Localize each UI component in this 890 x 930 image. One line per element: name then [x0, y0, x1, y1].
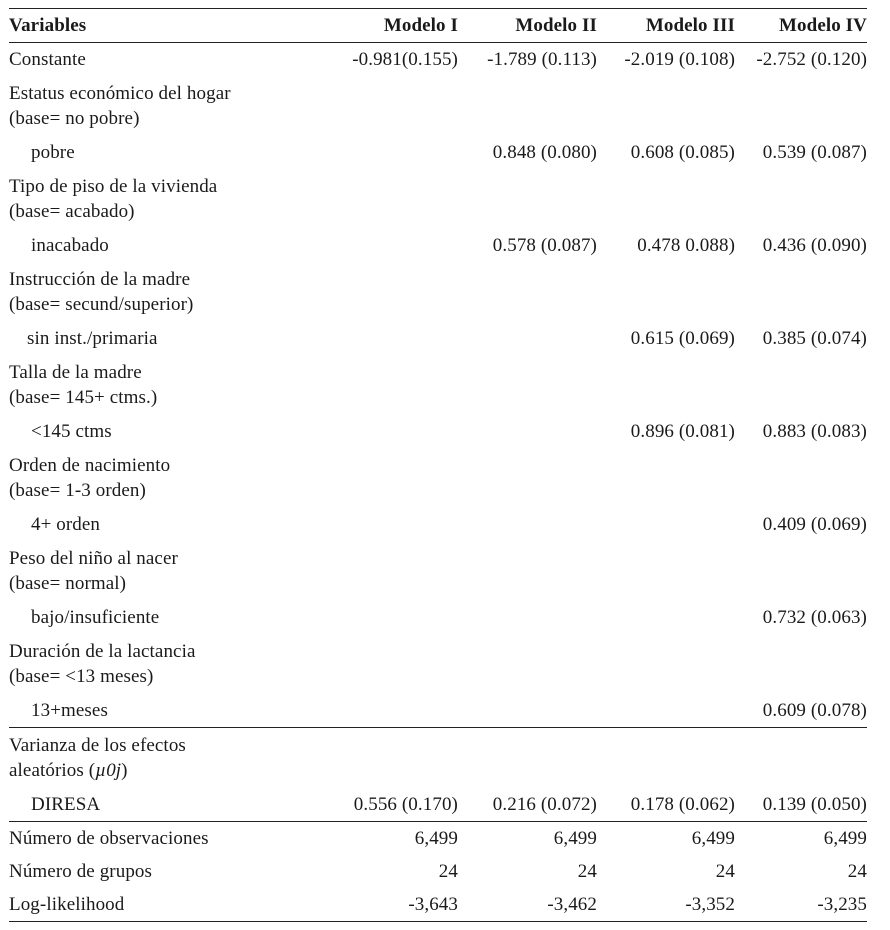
header-modelo-3: Modelo III — [597, 9, 735, 43]
cell-value: 0.578 (0.087) — [492, 235, 597, 256]
cell-value: -1.789 (0.113) — [487, 49, 597, 70]
heading-suffix: ) — [121, 760, 128, 781]
group-heading-line1: Peso del niño al nacer — [9, 548, 178, 569]
row-label: 4+ orden — [31, 514, 101, 535]
cell-value: 24 — [847, 860, 867, 882]
table-row — [9, 415, 867, 448]
group-heading-line2: (base= secund/superior) — [9, 294, 194, 315]
table-row — [9, 508, 867, 541]
group-heading-line1: Instrucción de la madre — [9, 269, 191, 290]
cell-value — [597, 694, 735, 728]
group-heading-line2 — [9, 758, 867, 783]
table-row-group-heading — [9, 541, 867, 601]
row-label: <145 ctms — [31, 421, 112, 442]
table-row-log-likelihood — [9, 888, 867, 922]
cell-value: 0.848 (0.080) — [492, 142, 597, 163]
cell-value — [321, 601, 458, 634]
row-label: Log-likelihood — [9, 888, 321, 922]
group-heading — [9, 355, 867, 415]
cell-value: 24 — [715, 860, 735, 882]
group-heading — [9, 728, 867, 788]
row-label: pobre — [31, 142, 75, 163]
header-modelo-2: Modelo II — [458, 9, 597, 43]
table-row-group-heading — [9, 76, 867, 136]
group-heading-line1: Talla de la madre — [9, 362, 142, 383]
cell-value: -3,643 — [321, 888, 458, 922]
mu-symbol: µ0j — [95, 760, 122, 781]
group-heading-line2: (base= 1-3 orden) — [9, 480, 146, 501]
group-heading-line2: (base= acabado) — [9, 201, 135, 222]
cell-value: 0.608 (0.085) — [630, 142, 735, 163]
group-heading-line1: Estatus económico del hogar — [9, 83, 231, 104]
table-row-group-heading — [9, 169, 867, 229]
row-label: inacabado — [31, 235, 109, 256]
header-variables: Variables — [9, 9, 321, 43]
regression-table — [9, 8, 867, 922]
cell-value: -0.981(0.155) — [352, 49, 458, 70]
cell-value — [321, 136, 458, 169]
group-heading-line1: Varianza de los efectos — [9, 735, 186, 756]
cell-value — [321, 229, 458, 262]
group-heading-line2: (base= normal) — [9, 573, 127, 594]
cell-value: 0.178 (0.062) — [630, 793, 735, 815]
cell-value — [458, 415, 597, 448]
cell-value: 0.478 0.088) — [637, 235, 735, 256]
row-label: DIRESA — [31, 793, 101, 815]
table-row-random-effects-heading — [9, 728, 867, 788]
table-row-diresa — [9, 788, 867, 822]
table-row — [9, 229, 867, 262]
cell-value: 6,499 — [321, 821, 458, 855]
cell-value: 24 — [438, 860, 458, 882]
table-row-group-heading — [9, 634, 867, 694]
cell-value: 0.556 (0.170) — [353, 793, 458, 815]
header-row — [9, 9, 867, 43]
cell-value: -2.752 (0.120) — [756, 49, 867, 70]
group-heading — [9, 76, 867, 136]
cell-value — [321, 415, 458, 448]
cell-value: 0.139 (0.050) — [762, 793, 867, 815]
cell-value: -3,352 — [597, 888, 735, 922]
cell-value: 0.732 (0.063) — [762, 607, 867, 628]
group-heading-line1: Duración de la lactancia — [9, 641, 196, 662]
group-heading-line1: Tipo de piso de la vivienda — [9, 176, 218, 197]
cell-value — [321, 322, 458, 355]
cell-value — [458, 601, 597, 634]
cell-value — [458, 694, 597, 728]
cell-value: 0.385 (0.074) — [762, 328, 867, 349]
cell-value: 0.883 (0.083) — [762, 421, 867, 442]
group-heading — [9, 262, 867, 322]
cell-value — [458, 322, 597, 355]
table-row — [9, 322, 867, 355]
cell-value: 0.436 (0.090) — [762, 235, 867, 256]
row-label: Número de observaciones — [9, 821, 321, 855]
group-heading — [9, 541, 867, 601]
header-modelo-1: Modelo I — [321, 9, 458, 43]
cell-value: 0.539 (0.087) — [762, 142, 867, 163]
cell-value — [458, 508, 597, 541]
group-heading — [9, 634, 867, 694]
header-modelo-4: Modelo IV — [735, 9, 867, 43]
group-heading-line1: Orden de nacimiento — [9, 455, 171, 476]
cell-value: -2.019 (0.108) — [624, 49, 735, 70]
group-heading-line2: (base= no pobre) — [9, 108, 140, 129]
cell-value: 0.409 (0.069) — [762, 514, 867, 535]
cell-value: 0.896 (0.081) — [630, 421, 735, 442]
table-row — [9, 136, 867, 169]
table-row-grupos — [9, 855, 867, 888]
row-label: sin inst./primaria — [27, 328, 158, 349]
group-heading-line2: (base= 145+ ctms.) — [9, 387, 158, 408]
cell-value: 24 — [577, 860, 597, 882]
regression-table-container — [9, 8, 867, 922]
table-row-group-heading — [9, 262, 867, 322]
cell-value — [597, 601, 735, 634]
cell-value — [321, 508, 458, 541]
row-label: bajo/insuficiente — [31, 607, 160, 628]
table-row — [9, 694, 867, 728]
table-row-group-heading — [9, 448, 867, 508]
row-label: Constante — [9, 49, 86, 70]
cell-value: 0.609 (0.078) — [762, 700, 867, 721]
cell-value: 6,499 — [458, 821, 597, 855]
table-row-observaciones — [9, 821, 867, 855]
table-row-constante — [9, 43, 867, 77]
cell-value: 6,499 — [735, 821, 867, 855]
table-row-group-heading — [9, 355, 867, 415]
cell-value: 0.216 (0.072) — [492, 793, 597, 815]
heading-prefix: aleatórios ( — [9, 760, 96, 781]
group-heading — [9, 448, 867, 508]
cell-value: -3,235 — [735, 888, 867, 922]
group-heading — [9, 169, 867, 229]
group-heading-line2: (base= <13 meses) — [9, 666, 154, 687]
cell-value — [321, 694, 458, 728]
row-label: 13+meses — [31, 700, 108, 721]
row-label: Número de grupos — [9, 860, 153, 882]
table-row — [9, 601, 867, 634]
cell-value: 0.615 (0.069) — [630, 328, 735, 349]
cell-value: -3,462 — [458, 888, 597, 922]
cell-value: 6,499 — [597, 821, 735, 855]
cell-value — [597, 508, 735, 541]
